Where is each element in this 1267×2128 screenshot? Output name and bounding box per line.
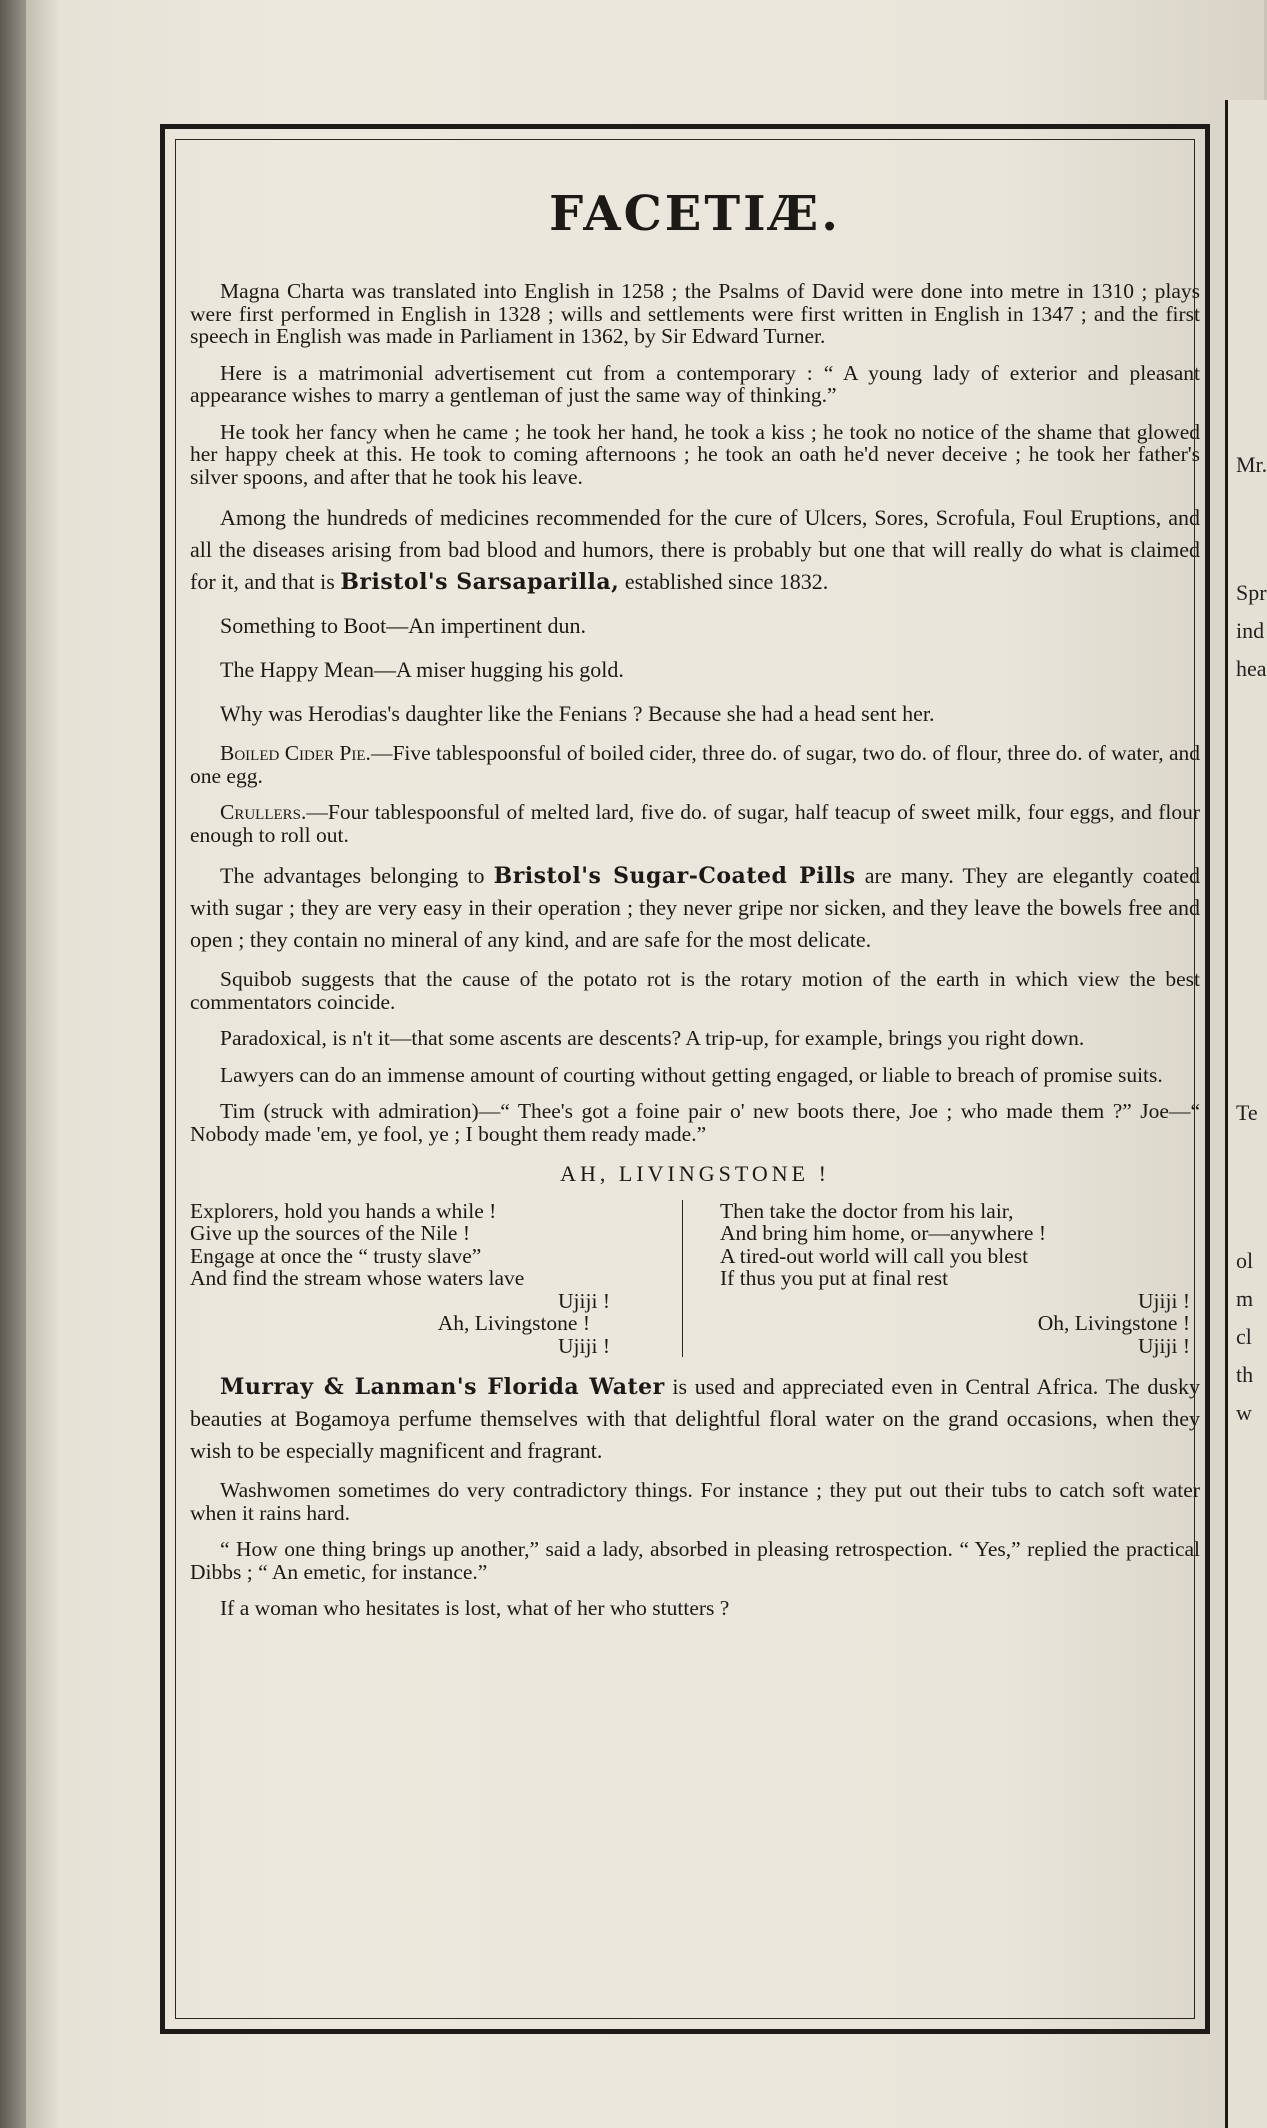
- brand-name: Murray & Lanman's Florida Water: [220, 1374, 665, 1400]
- adjacent-page-edge: [1225, 100, 1267, 2128]
- paragraph: The Happy Mean—A miser hugging his gold.: [220, 657, 624, 682]
- advertisement-sarsaparilla: [190, 502, 1200, 598]
- page-title: FACETIÆ.: [549, 186, 841, 242]
- ad-text: is used and appreciated even in Central Africa. The dusky beauties at Bogamoya perfume themselves with that delightful floral water on the grand occasions, when they wish to be especially magnificent and fragrant.: [190, 1374, 1200, 1463]
- poem-title: AH, LIVINGSTONE !: [560, 1161, 830, 1186]
- adjacent-fragment: cl: [1236, 1324, 1252, 1349]
- ad-text: Among the hundreds of medicines recommended for the cure of Ulcers, Sores, Scrofula, Foul Eruptions, and all the diseases arising from bad blood and humors, there is probably but one that will really do what is claimed for it, and that is: [190, 505, 1200, 594]
- adjacent-fragment: hea: [1236, 656, 1267, 681]
- paragraph: Magna Charta was translated into English in 1258 ; the Psalms of David were done into metre in 1310 ; plays were first performed in English in 1328 ; wills and settlements were first written in English in 1347 ; and the first speech in English was made in Parliament in 1362, by Sir Edward Turner.: [190, 279, 1200, 348]
- recipe-boiled-cider-pie: [190, 742, 1200, 787]
- paragraph: If a woman who hesitates is lost, what of her who stutters ?: [220, 1596, 730, 1620]
- paragraph: Why was Herodias's daughter like the Fenians ? Because she had a head sent her.: [220, 701, 935, 726]
- poem-refrain: Ujiji !: [558, 1288, 610, 1313]
- adjacent-fragment: m: [1236, 1286, 1254, 1311]
- paragraph: Something to Boot—An impertinent dun.: [220, 613, 587, 638]
- adjacent-fragment: th: [1236, 1362, 1254, 1387]
- adjacent-fragment: Mr.: [1236, 452, 1267, 477]
- poem-line: Engage at once the “ trusty slave”: [190, 1243, 482, 1268]
- adjacent-fragment: Te: [1236, 1100, 1258, 1125]
- paragraph: Paradoxical, is n't it—that some ascents are descents? A trip-up, for example, brings you right down.: [220, 1026, 1085, 1050]
- poem-refrain: Oh, Livingstone !: [1037, 1311, 1190, 1335]
- poem-line: Then take the doctor from his lair,: [720, 1198, 1014, 1223]
- poem-refrain: Ujiji !: [1138, 1288, 1190, 1313]
- recipe-heading: Crullers.: [220, 800, 307, 824]
- ad-text: The advantages belonging to: [220, 863, 494, 888]
- recipe-text: —Five tablespoonsful of boiled cider, three do. of sugar, two do. of flour, three do. of water, and one egg.: [190, 741, 1200, 788]
- poem-left-stanza: [190, 1200, 683, 1358]
- poem-line: If thus you put at final rest: [720, 1266, 949, 1290]
- paragraph: Tim (struck with admiration)—“ Thee's got a foine pair o' new boots there, Joe ; who made them ?” Joe—“ Nobody made 'em, ye fool, ye ; I bought them ready made.”: [190, 1099, 1200, 1146]
- brand-name: Bristol's Sarsaparilla,: [340, 569, 620, 595]
- poem-right-stanza: [702, 1200, 1200, 1358]
- ad-text: established since 1832.: [619, 569, 829, 594]
- poem-line: Explorers, hold you hands a while !: [190, 1198, 497, 1223]
- paragraph: Washwomen sometimes do very contradictory things. For instance ; they put out their tubs to catch soft water when it rains hard.: [190, 1478, 1200, 1525]
- adjacent-fragment: w: [1236, 1400, 1252, 1425]
- recipe-heading: Boiled Cider Pie.: [220, 741, 371, 765]
- book-binding: [0, 0, 26, 2128]
- ad-text: are many. They are elegantly coated with sugar ; they are very easy in their operation ; they never gripe nor sicken, and they leave the bowels free and open ; they contain no mineral of any kind, and are safe for the most delicate.: [190, 863, 1200, 952]
- paragraph: Here is a matrimonial advertisement cut from a contemporary : “ A young lady of exterior and pleasant appearance wishes to marry a gentleman of just the same way of thinking.”: [190, 360, 1200, 407]
- paragraph: He took her fancy when he came ; he took her hand, he took a kiss ; he took no notice of the shame that glowed her happy cheek at this. He took to coming afternoons ; he took an oath he'd never deceive ; he took her father's silver spoons, and after that he took his leave.: [190, 419, 1200, 489]
- poem: [190, 1200, 1200, 1358]
- poem-refrain: Ah, Livingstone !: [437, 1311, 590, 1335]
- paragraph: Lawyers can do an immense amount of courting without getting engaged, or liable to breach of promise suits.: [220, 1062, 1163, 1087]
- recipe-crullers: [190, 801, 1200, 846]
- advertisement-florida-water: [190, 1371, 1200, 1467]
- facetiae-column: [190, 170, 1200, 1634]
- poem-line: And find the stream whose waters lave: [190, 1266, 525, 1290]
- advertisement-pills: [190, 860, 1200, 956]
- poem-line: Give up the sources of the Nile !: [190, 1221, 471, 1245]
- paragraph: Squibob suggests that the cause of the potato rot is the rotary motion of the earth in which view the best commentators coincide.: [190, 967, 1200, 1014]
- poem-refrain: Ujiji !: [558, 1333, 610, 1358]
- brand-name: Bristol's Sugar-Coated Pills: [493, 863, 856, 889]
- paragraph: “ How one thing brings up another,” said a lady, absorbed in pleasing retrospection. “ Yes,” replied the practical Dibbs ; “ An emetic, for instance.”: [190, 1537, 1200, 1584]
- adjacent-fragment: Spr: [1236, 580, 1267, 605]
- poem-refrain: Ujiji !: [1138, 1333, 1190, 1358]
- recipe-text: —Four tablespoonsful of melted lard, five do. of sugar, half teacup of sweet milk, four eggs, and flour enough to roll out.: [190, 800, 1200, 847]
- adjacent-fragment: ind: [1236, 618, 1265, 643]
- adjacent-fragment: ol: [1236, 1248, 1254, 1273]
- poem-line: A tired-out world will call you blest: [720, 1243, 1029, 1268]
- poem-line: And bring him home, or—anywhere !: [720, 1221, 1047, 1245]
